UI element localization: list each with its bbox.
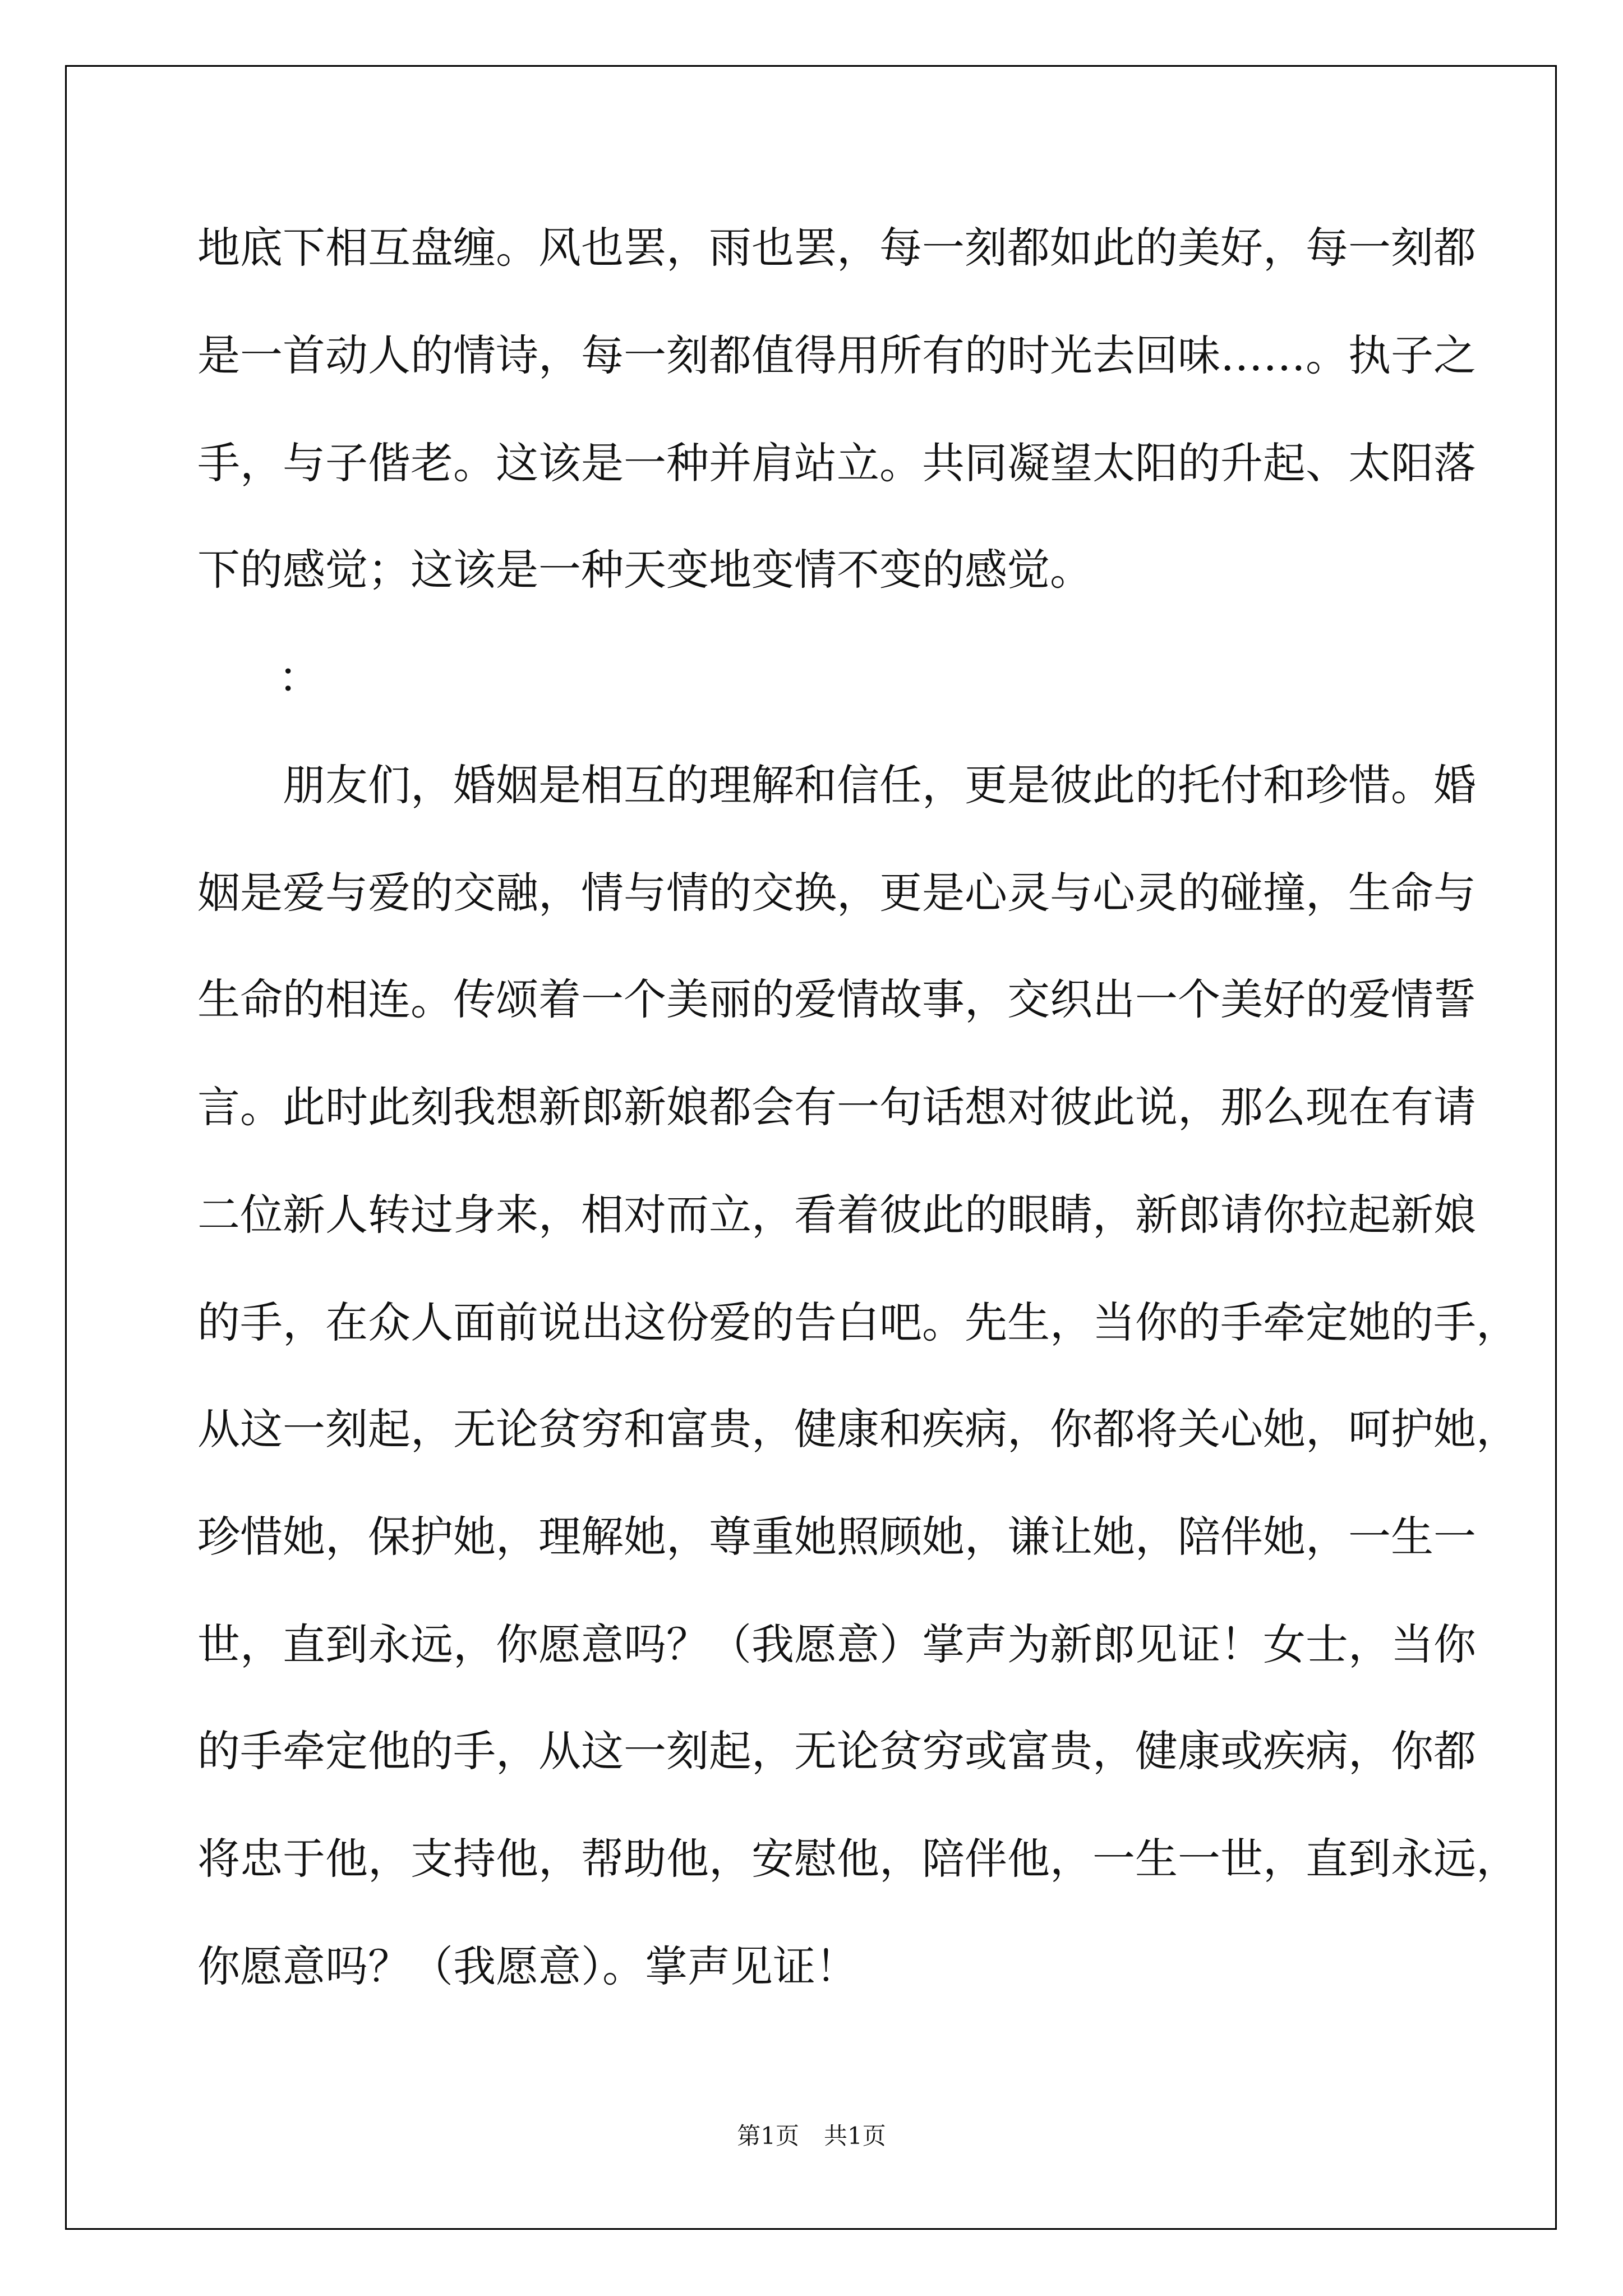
paragraph-first-line: 朋友们，婚姻是相互的理解和信任，更是彼此的托付和珍惜。婚: [283, 760, 1476, 810]
body-line: 二位新人转过身来，相对而立，看着彼此的眼睛，新郎请你拉起新娘: [197, 1190, 1476, 1240]
page-footer: [0, 2120, 1623, 2152]
page-number: 第1页: [737, 2122, 799, 2150]
body-line: 世，直到永远，你愿意吗？（我愿意）掌声为新郎见证！女士，当你: [197, 1619, 1476, 1669]
body-line: 你愿意吗？（我愿意）。掌声见证！: [197, 1941, 858, 1991]
body-line: ：: [278, 652, 321, 702]
body-line: 将忠于他，支持他，帮助他，安慰他，陪伴他，一生一世，直到永远，: [197, 1834, 1519, 1884]
body-line: 下的感觉；这该是一种天变地变情不变的感觉。: [197, 545, 1092, 595]
body-line: 姻是爱与爱的交融，情与情的交换，更是心灵与心灵的碰撞，生命与: [197, 868, 1476, 918]
body-line: 地底下相互盘缠。风也罢，雨也罢，每一刻都如此的美好，每一刻都: [197, 223, 1476, 273]
body-line: 的手，在众人面前说出这份爱的告白吧。先生，当你的手牵定她的手，: [197, 1297, 1519, 1347]
body-line: 手，与子偕老。这该是一种并肩站立。共同凝望太阳的升起、太阳落: [197, 438, 1476, 488]
body-line: 的手牵定他的手，从这一刻起，无论贫穷或富贵，健康或疾病，你都: [197, 1726, 1476, 1776]
page-total: 共1页: [824, 2122, 886, 2150]
body-line: 从这一刻起，无论贫穷和富贵，健康和疾病，你都将关心她，呵护她，: [197, 1404, 1519, 1454]
body-line: 言。此时此刻我想新郎新娘都会有一句话想对彼此说，那么现在有请: [197, 1082, 1476, 1132]
body-line: 珍惜她，保护她，理解她，尊重她照顾她，谦让她，陪伴她，一生一: [197, 1512, 1476, 1562]
body-line: 是一首动人的情诗，每一刻都值得用所有的时光去回味……。执子之: [197, 330, 1476, 380]
page-border: [65, 65, 1557, 2230]
body-line: 生命的相连。传颂着一个美丽的爱情故事，交织出一个美好的爱情誓: [197, 974, 1476, 1024]
